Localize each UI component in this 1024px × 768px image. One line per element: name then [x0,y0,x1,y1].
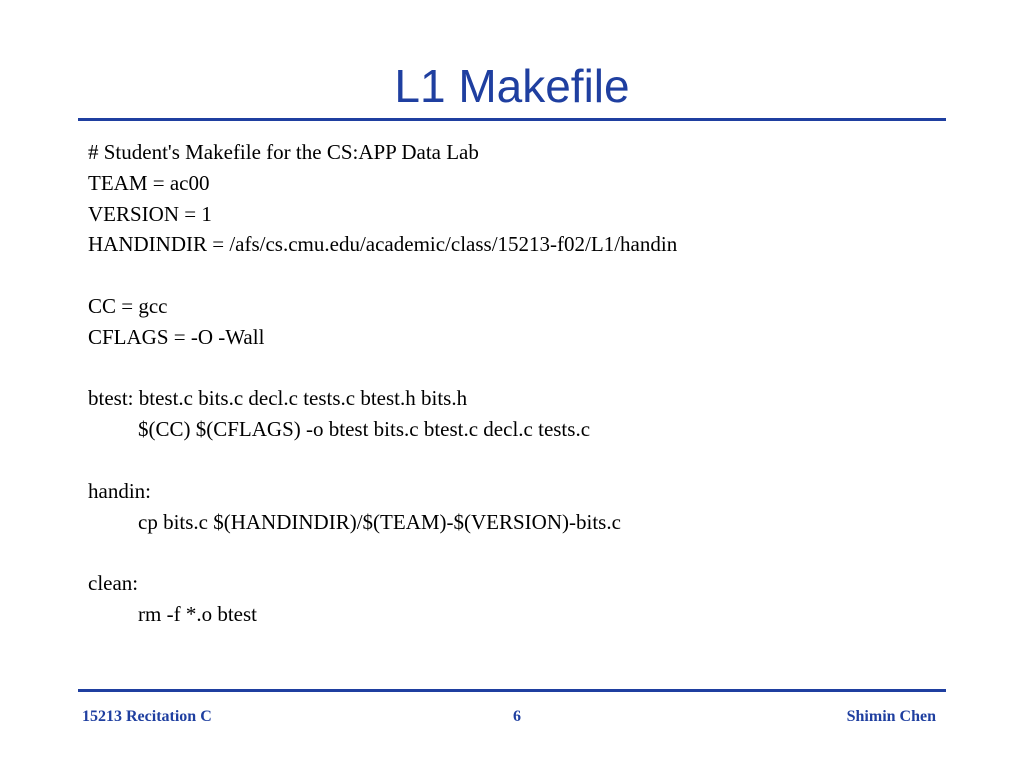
code-line: CFLAGS = -O -Wall [88,324,265,349]
code-line-blank [88,353,677,384]
footer-divider [78,689,946,692]
footer-author: Shimin Chen [846,708,936,725]
code-line: clean: [88,571,139,596]
code-line: CC = gcc [88,293,168,318]
code-line-indented: $(CC) $(CFLAGS) -o btest bits.c btest.c decl.c tests.c [138,417,591,442]
footer-page-number: 6 [513,708,521,725]
makefile-code-block [88,137,677,630]
code-line: btest: btest.c bits.c decl.c tests.c btest.h bits.h [88,386,468,411]
code-line: # Student's Makefile for the CS:APP Data Lab [88,140,479,164]
slide-title: L1 Makefile [394,60,630,112]
code-line-blank [88,260,677,291]
code-line-indented: cp bits.c $(HANDINDIR)/$(TEAM)-$(VERSION)-bits.c [138,509,621,534]
code-line-indented: rm -f *.o btest [138,601,257,626]
code-line-blank [88,537,677,568]
footer-course: 15213 Recitation C [82,708,212,725]
title-divider [78,118,946,121]
code-line: handin: [88,478,151,503]
code-line: VERSION = 1 [88,201,212,226]
code-line: TEAM = ac00 [88,170,210,195]
code-line: HANDINDIR = /afs/cs.cmu.edu/academic/class/15213-f02/L1/handin [88,232,678,257]
code-line-blank [88,445,677,476]
